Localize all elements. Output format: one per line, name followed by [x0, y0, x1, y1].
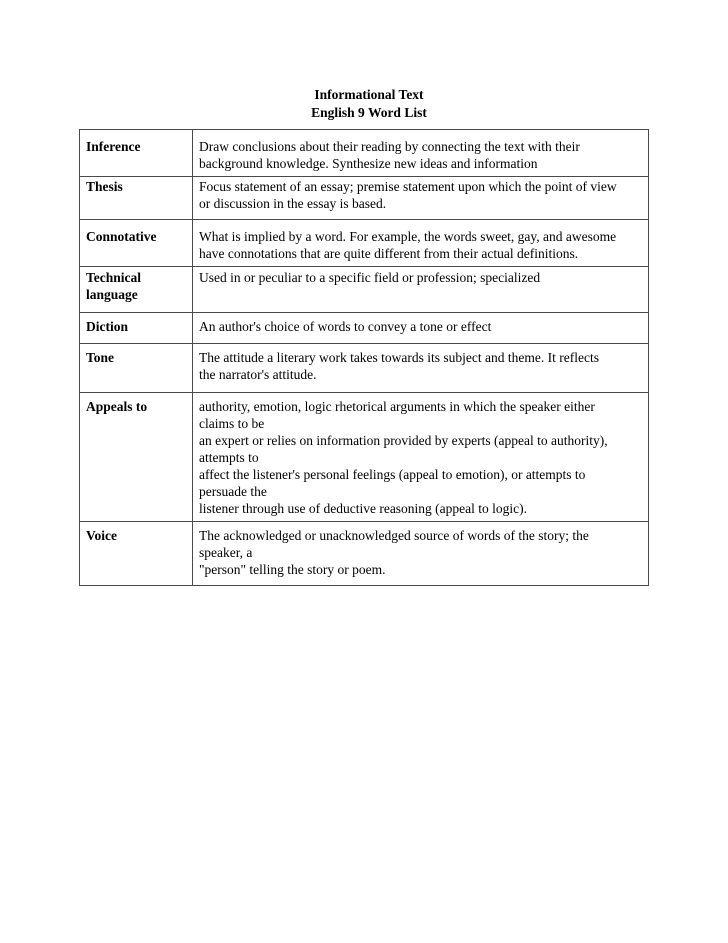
definition-line: The acknowledged or unacknowledged source of words of the story; the: [199, 528, 589, 543]
definition-line: listener through use of deductive reasoning (appeal to logic).: [199, 501, 528, 516]
definition-line: Draw conclusions about their reading by connecting the text with their: [199, 139, 580, 154]
definition-line: authority, emotion, logic rhetorical arguments in which the speaker either: [199, 399, 595, 414]
term-label: language: [86, 287, 138, 302]
table-row-tone: [80, 344, 649, 393]
definition-line: What is implied by a word. For example, the words sweet, gay, and awesome: [199, 229, 617, 244]
table-row-thesis: [80, 177, 649, 220]
definition-line: claims to be: [199, 416, 265, 431]
definition-cell: [193, 522, 649, 586]
term-label: Technical: [86, 270, 142, 285]
definition-cell: [193, 267, 649, 313]
definition-line: or discussion in the essay is based.: [199, 196, 387, 211]
term-label: Diction: [86, 319, 128, 334]
document-title: Informational Text: [314, 87, 424, 102]
definition-line: An author's choice of words to convey a tone or effect: [199, 319, 492, 334]
definition-cell: [193, 130, 649, 177]
table-row-technical-language: [80, 267, 649, 313]
term-label: Connotative: [86, 229, 157, 244]
term-cell: [80, 177, 193, 220]
document-subtitle: English 9 Word List: [311, 105, 427, 120]
term-cell: [80, 313, 193, 344]
definition-line: speaker, a: [199, 545, 253, 560]
term-label: Tone: [86, 350, 115, 365]
definition-line: affect the listener's personal feelings (appeal to emotion), or attempts to: [199, 467, 586, 482]
definition-cell: [193, 220, 649, 267]
word-list-table: [79, 129, 649, 586]
term-label: Appeals to: [86, 399, 148, 414]
term-cell: [80, 393, 193, 522]
term-cell: [80, 130, 193, 177]
term-label: Voice: [86, 528, 117, 543]
table-row-appeals-to: [80, 393, 649, 522]
table-row-diction: [80, 313, 649, 344]
definition-cell: [193, 393, 649, 522]
definition-line: The attitude a literary work takes towards its subject and theme. It reflects: [199, 350, 599, 365]
table-row-inference: [80, 130, 649, 177]
term-label: Thesis: [86, 179, 123, 194]
document-header: [0, 86, 728, 122]
definition-line: the narrator's attitude.: [199, 367, 317, 382]
definition-cell: [193, 177, 649, 220]
table-row-voice: [80, 522, 649, 586]
definition-line: persuade the: [199, 484, 267, 499]
definition-line: attempts to: [199, 450, 259, 465]
table-row-connotative: [80, 220, 649, 267]
definition-cell: [193, 344, 649, 393]
definition-line: background knowledge. Synthesize new ideas and information: [199, 156, 538, 171]
definition-line: Focus statement of an essay; premise statement upon which the point of view: [199, 179, 617, 194]
term-cell: [80, 344, 193, 393]
term-cell: [80, 522, 193, 586]
definition-line: have connotations that are quite different from their actual definitions.: [199, 246, 579, 261]
definition-line: an expert or relies on information provided by experts (appeal to authority),: [199, 433, 608, 448]
definition-line: "person" telling the story or poem.: [199, 562, 386, 577]
term-label: Inference: [86, 139, 141, 154]
definition-cell: [193, 313, 649, 344]
term-cell: [80, 220, 193, 267]
definition-line: Used in or peculiar to a specific field or profession; specialized: [199, 270, 541, 285]
term-cell: [80, 267, 193, 313]
